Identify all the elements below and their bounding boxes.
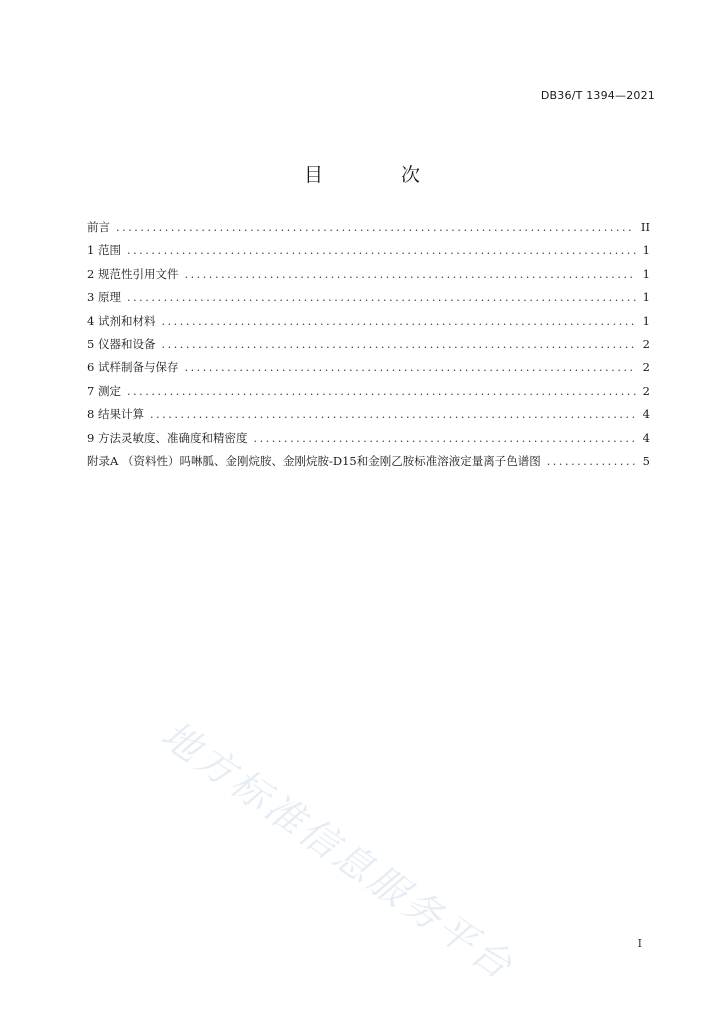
toc-entry-reagents[interactable] <box>87 313 650 336</box>
toc-title: 目 次 <box>303 164 457 186</box>
toc-entry-label: 附录A （资料性）吗啉胍、金刚烷胺、金刚烷胺-D15和金刚乙胺标准溶液定量离子色谱图 <box>87 453 541 468</box>
toc-entry-principle[interactable] <box>87 289 650 312</box>
toc-entry-label: 3 原理 <box>87 290 121 305</box>
toc-entry-page: 1 <box>642 243 650 258</box>
toc-entry-page: 4 <box>642 407 650 422</box>
toc-entry-label: 2 规范性引用文件 <box>87 266 179 281</box>
toc-entry-label: 1 范围 <box>87 243 121 258</box>
toc-entry-apparatus[interactable] <box>87 336 650 359</box>
page-number: I <box>637 937 642 950</box>
toc-entry-label: 前言 <box>87 220 110 234</box>
toc-leader-dots <box>184 268 636 281</box>
toc-entry-label: 7 测定 <box>87 383 121 398</box>
toc-entry-page: 2 <box>642 336 650 351</box>
toc-leader-dots <box>161 338 636 351</box>
toc-entry-page: 1 <box>642 266 650 281</box>
toc-entry-label: 9 方法灵敏度、准确度和精密度 <box>87 430 248 445</box>
toc-leader-dots <box>184 361 636 374</box>
toc-leader-dots <box>127 385 636 398</box>
toc-entry-page: 1 <box>642 290 650 305</box>
toc-entry-label: 5 仪器和设备 <box>87 336 156 351</box>
toc-entry-calculation[interactable] <box>87 406 650 429</box>
toc-leader-dots <box>127 291 636 304</box>
toc-entry-determination[interactable] <box>87 383 650 406</box>
toc-leader-dots <box>116 221 635 234</box>
toc-entry-page: 5 <box>642 453 650 468</box>
toc-leader-dots <box>127 244 636 257</box>
toc-entry-scope[interactable] <box>87 242 650 265</box>
toc-entry-page: 2 <box>642 383 650 398</box>
toc-entry-page: 4 <box>642 430 650 445</box>
toc-entry-normative-references[interactable] <box>87 266 650 289</box>
toc-entry-sample-preparation[interactable] <box>87 359 650 382</box>
toc-entry-label: 8 结果计算 <box>87 407 144 422</box>
toc-leader-dots <box>161 315 636 328</box>
watermark: 地方标准信息服务平台 <box>153 712 523 990</box>
toc-leader-dots <box>253 432 636 445</box>
toc-entry-page: II <box>640 220 650 234</box>
toc-entry-foreword[interactable] <box>87 219 650 242</box>
toc-entry-label: 4 试剂和材料 <box>87 313 156 328</box>
document-code: DB36/T 1394—2021 <box>540 89 655 102</box>
toc-leader-dots <box>150 408 636 421</box>
table-of-contents <box>87 219 650 476</box>
toc-entry-page: 1 <box>642 313 650 328</box>
toc-entry-page: 2 <box>642 360 650 375</box>
toc-entry-annex-a[interactable] <box>87 453 650 476</box>
toc-entry-method-performance[interactable] <box>87 430 650 453</box>
toc-entry-label: 6 试样制备与保存 <box>87 360 179 375</box>
toc-leader-dots <box>547 455 636 468</box>
